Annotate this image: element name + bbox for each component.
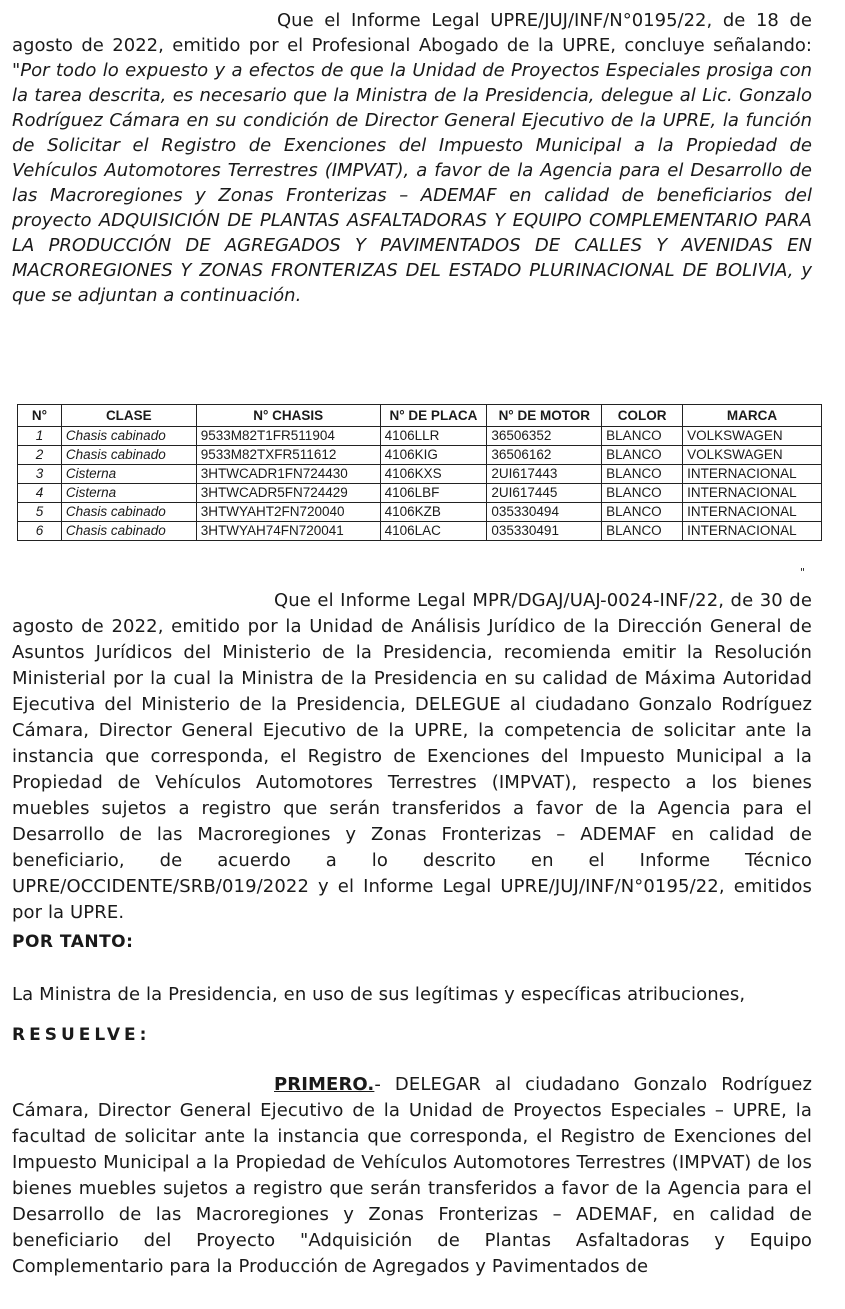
cell-motor: 035330494	[487, 503, 602, 522]
header-cell-placa: N° DE PLACA	[380, 405, 487, 427]
cell-clase: Cisterna	[61, 465, 196, 484]
paragraph-lead: Que el Informe Legal UPRE/JUJ/INF/N°0195/22, de 18 de agosto de 2022, emitido por el Profesional Abogado de la UPRE, concluye señalando:	[12, 10, 812, 56]
closing-quote-mark: "	[800, 566, 806, 579]
cell-marca: VOLKSWAGEN	[683, 446, 822, 465]
cell-number: 5	[18, 503, 62, 522]
header-cell-motor: N° DE MOTOR	[487, 405, 602, 427]
cell-chasis: 9533M82TXFR511612	[196, 446, 380, 465]
header-cell-number: N°	[18, 405, 62, 427]
table-row	[18, 427, 822, 446]
cell-motor: 36506352	[487, 427, 602, 446]
header-cell-color: COLOR	[602, 405, 683, 427]
cell-number: 1	[18, 427, 62, 446]
cell-chasis: 3HTWCADR5FN724429	[196, 484, 380, 503]
cell-chasis: 3HTWYAH74FN720041	[196, 522, 380, 541]
cell-color: BLANCO	[602, 503, 683, 522]
cell-motor: 2UI617443	[487, 465, 602, 484]
table-row	[18, 484, 822, 503]
paragraph-2-text: Que el Informe Legal MPR/DGAJ/UAJ-0024-INF/22, de 30 de agosto de 2022, emitido por la Unidad de Análisis Jurídico de la Dirección General de Asuntos Jurídicos del Ministerio de la Presidencia, recomienda emitir la Resolución Ministerial por la cual la Ministra de la Presidencia en su calidad de Máxima Autoridad Ejecutiva del Ministerio de la Presidencia, DELEGUE al ciudadano Gonzalo Rodríguez Cámara, Director General Ejecutivo de la UPRE, la competencia de solicitar ante la instancia que corresponda, el Registro de Exenciones del Impuesto Municipal a la Propiedad de Vehículos Automotores Terrestres (IMPVAT), respecto a los bienes muebles sujetos a registro que serán transferidos a favor de la Agencia para el Desarrollo de las Macroregiones y Zonas Fronterizas – ADEMAF en calidad de beneficiario, de acuerdo a lo descrito en el Informe Técnico UPRE/OCCIDENTE/SRB/019/2022 y el Informe Legal UPRE/JUJ/INF/N°0195/22, emitidos por la UPRE.	[12, 590, 812, 923]
cell-clase: Chasis cabinado	[61, 446, 196, 465]
cell-marca: INTERNACIONAL	[683, 522, 822, 541]
cell-color: BLANCO	[602, 427, 683, 446]
cell-color: BLANCO	[602, 484, 683, 503]
cell-placa: 4106KZB	[380, 503, 487, 522]
table-row	[18, 503, 822, 522]
cell-chasis: 3HTWYAHT2FN720040	[196, 503, 380, 522]
paragraph-informe-legal-mpr	[12, 588, 812, 926]
cell-number: 2	[18, 446, 62, 465]
table-row	[18, 522, 822, 541]
cell-marca: INTERNACIONAL	[683, 503, 822, 522]
cell-marca: INTERNACIONAL	[683, 465, 822, 484]
vehicle-table	[17, 404, 822, 541]
cell-color: BLANCO	[602, 522, 683, 541]
cell-clase: Chasis cabinado	[61, 427, 196, 446]
cell-clase: Chasis cabinado	[61, 503, 196, 522]
paragraph-informe-legal-upre	[12, 8, 812, 308]
table-row	[18, 465, 822, 484]
header-cell-chasis: N° CHASIS	[196, 405, 380, 427]
header-cell-marca: MARCA	[683, 405, 822, 427]
cell-marca: VOLKSWAGEN	[683, 427, 822, 446]
primero-paragraph	[12, 1072, 812, 1280]
cell-chasis: 9533M82T1FR511904	[196, 427, 380, 446]
por-tanto-heading: POR TANTO:	[12, 932, 134, 952]
table-row	[18, 446, 822, 465]
cell-motor: 2UI617445	[487, 484, 602, 503]
cell-placa: 4106KXS	[380, 465, 487, 484]
cell-number: 6	[18, 522, 62, 541]
cell-color: BLANCO	[602, 465, 683, 484]
cell-motor: 36506162	[487, 446, 602, 465]
cell-placa: 4106LBF	[380, 484, 487, 503]
cell-number: 3	[18, 465, 62, 484]
cell-clase: Cisterna	[61, 484, 196, 503]
cell-chasis: 3HTWCADR1FN724430	[196, 465, 380, 484]
cell-placa: 4106KIG	[380, 446, 487, 465]
cell-motor: 035330491	[487, 522, 602, 541]
primero-label: PRIMERO.	[274, 1074, 375, 1095]
cell-marca: INTERNACIONAL	[683, 484, 822, 503]
cell-clase: Chasis cabinado	[61, 522, 196, 541]
table-header-row	[18, 405, 822, 427]
cell-color: BLANCO	[602, 446, 683, 465]
resuelve-heading: RESUELVE:	[12, 1025, 151, 1045]
cell-number: 4	[18, 484, 62, 503]
header-cell-clase: CLASE	[61, 405, 196, 427]
primero-text: - DELEGAR al ciudadano Gonzalo Rodríguez Cámara, Director General Ejecutivo de la Unidad de Proyectos Especiales – UPRE, la facultad de solicitar ante la instancia que corresponda, el Registro de Exenciones del Impuesto Municipal a la Propiedad de Vehículos Automotores Terrestres (IMPVAT) de los bienes muebles sujetos a registro que serán transferidos a favor de la Agencia para el Desarrollo de las Macroregiones y Zonas Fronterizas – ADEMAF, en calidad de beneficiario del Proyecto "Adquisición de Plantas Asfaltadoras y Equipo Complementario para la Producción de Agregados y Pavimentados de	[12, 1074, 812, 1277]
paragraph-quote: "Por todo lo expuesto y a efectos de que la Unidad de Proyectos Especiales prosiga con la tarea descrita, es necesario que la Ministra de la Presidencia, delegue al Lic. Gonzalo Rodríguez Cámara en su condición de Director General Ejecutivo de la UPRE, la función de Solicitar el Registro de Exenciones del Impuesto Municipal a la Propiedad de Vehículos Automotores Terrestres (IMPVAT), a favor de la Agencia para el Desarrollo de las Macroregiones y Zonas Fronterizas – ADEMAF en calidad de beneficiarios del proyecto ADQUISICIÓN DE PLANTAS ASFALTADORAS Y EQUIPO COMPLEMENTARIO PARA LA PRODUCCIÓN DE AGREGADOS Y PAVIMENTADOS DE CALLES Y AVENIDAS EN MACROREGIONES Y ZONAS FRONTERIZAS DEL ESTADO PLURINACIONAL DE BOLIVIA, y que se adjuntan a continuación.	[12, 60, 812, 306]
ministra-line: La Ministra de la Presidencia, en uso de sus legítimas y específicas atribuciones,	[12, 984, 746, 1005]
cell-placa: 4106LLR	[380, 427, 487, 446]
cell-placa: 4106LAC	[380, 522, 487, 541]
